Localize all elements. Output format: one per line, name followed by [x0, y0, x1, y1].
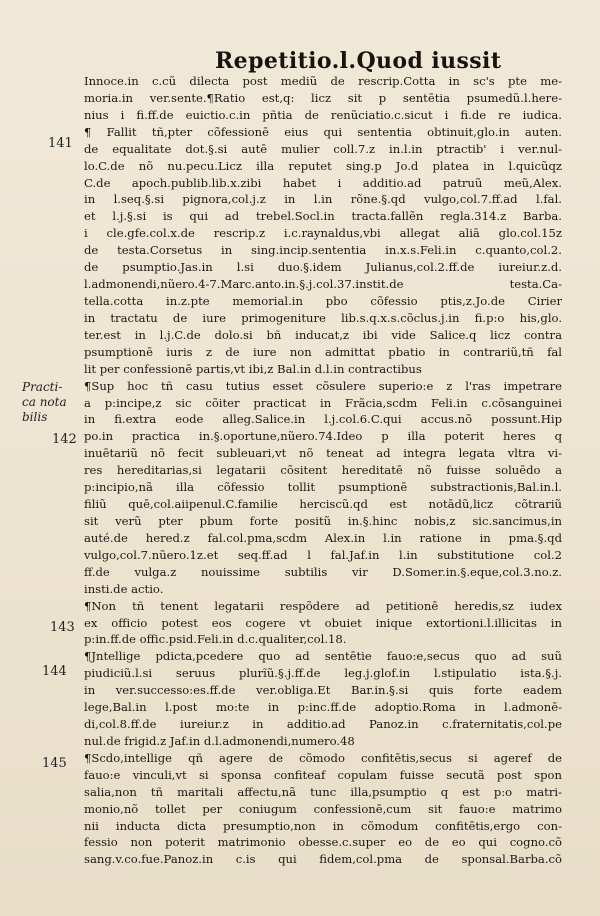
text-line: lege,Bal.in l.post mo:te in p:inc.ff.de adoptio.Roma in l.admonē-	[84, 700, 562, 715]
text-line: de equalitate dot.§.si autē mulier coll.7.z in.l.in ptractib' i ver.nul-	[84, 141, 562, 156]
text-line: fessio non poterit matrimonio obesse.c.super eo de eo qui cogno.cõ	[84, 835, 562, 850]
text-line: de testa.Corsetus in sing.incip.sententia in.x.s.Feli.in c.quanto,col.2.	[84, 243, 562, 258]
text-line: ¶Non tñ tenent legatarii respõdere ad petitionē heredis,sz iudex	[84, 598, 562, 613]
text-line: filiũ quē,col.aiipenul.C.familie herciscũ.qd est notādũ,licz cõtrariũ	[84, 497, 562, 512]
text-line: p:in.ff.de offic.psid.Feli.in d.c.qualiter,col.18.	[84, 632, 347, 647]
text-line: auté.de hered.z fal.col.pma,scdm Alex.in l.in ratione in pma.§.qd	[84, 530, 562, 545]
text-line: ff.de vulga.z nouissime subtilis vir D.Somer.in.§.eque,col.3.no.z.	[84, 564, 562, 579]
text-line: in fi.extra eode alleg.Salice.in l.j.col.6.C.qui accus.nõ possunt.Hip	[84, 412, 562, 427]
text-line: nii inducta dicta presumptio,non in cõmodum confitētis,ergo con-	[84, 818, 562, 833]
text-line: ¶Scdo,intellige qñ agere de cõmodo confitētis,secus si ageref de	[84, 750, 562, 765]
text-line: lo.C.de nõ nu.pecu.Licz illa reputet sing.p Jo.d platea in l.quicũqz	[84, 158, 562, 173]
text-line: moria.in ver.sente.¶Ratio est,q: licz sit p sentētia psumedũ.l.here-	[84, 90, 562, 105]
text-line: nul.de frigid.z Jaf.in d.l.admonendi,numero.48	[84, 733, 355, 748]
text-line: in ver.successo:es.ff.de ver.obliga.Et Bar.in.§.si quis forte eadem	[84, 683, 562, 698]
margin-note-line: Practi-	[22, 380, 63, 394]
text-line: ¶Sup hoc tñ casu tutius esset cõsulere superio:e z l'ras impetrare	[84, 378, 562, 393]
margin-number: 141	[48, 136, 73, 151]
text-line: vulgo,col.7.nũero.1z.et seq.ff.ad l fal.Jaf.in l.in substitutione col.2	[84, 547, 562, 562]
text-line: monio,nõ tollet per coniugum confessionē,cum sit fauo:e matrimo	[84, 801, 562, 816]
running-head: Repetitio.l.Quod iussit	[215, 48, 502, 74]
text-line: ¶ Fallit tñ,pter cõfessionē eius qui sententia obtinuit,glo.in auten.	[84, 124, 562, 139]
text-line: res hereditarias,si legatarii cõsitent hereditatē nõ fuisse soluēdo a	[84, 463, 562, 478]
text-line: salia,non tñ maritali affectu,nã tunc illa,psumptio q est p:o matri-	[84, 784, 562, 799]
margin-note	[22, 380, 82, 425]
text-line: nius i fi.ff.de euictio.c.in pñtia de renũciatio.c.sicut i fi.de re iudica.	[84, 107, 562, 122]
text-line: insti.de actio.	[84, 581, 164, 596]
text-line: lit per confessionē partis,vt ibi,z Bal.in d.l.in contractibus	[84, 361, 422, 376]
margin-number: 145	[42, 756, 67, 771]
text-line: in tractatu de iure primogeniture lib.s.q.x.s.cõclus.j.in fi.p:o his,glo.	[84, 310, 562, 325]
text-line: de psumptio.Jas.in l.si duo.§.idem Julianus,col.2.ff.de iureiur.z.d.	[84, 260, 562, 275]
text-line: ex officio potest eos cogere vt obuiet inique extortioni.l.illicitas in	[84, 615, 562, 630]
text-line: i cle.gfe.col.x.de rescrip.z i.c.raynaldus,vbi allegat aliā glo.col.15z	[84, 226, 562, 241]
text-line: di,col.8.ff.de iureiur.z in additio.ad Panoz.in c.fraternitatis,col.pe	[84, 717, 562, 732]
text-line: sang.v.co.fue.Panoz.in c.is qui fidem,col.pma de sponsal.Barba.cõ	[84, 852, 562, 867]
margin-number: 142	[52, 432, 77, 447]
text-line: l.admonendi,nũero.4-7.Marc.anto.in.§.j.col.37.instit.de testa.Ca-	[84, 277, 562, 292]
text-line: C.de apoch.publib.lib.x.zibi habet i additio.ad patruũ meũ,Alex.	[84, 175, 562, 190]
margin-number: 143	[50, 620, 75, 635]
text-line: in l.seq.§.si pignora,col.j.z in l.in rõne.§.qd vulgo,col.7.ff.ad l.fal.	[84, 192, 562, 207]
text-line: tella.cotta in.z.pte memorial.in pbo cõfessio ptis,z.Jo.de Cirier	[84, 293, 562, 308]
margin-number: 144	[42, 664, 67, 679]
text-line: ter.est in l.j.C.de dolo.si bñ inducat,z ibi vide Salice.q licz contra	[84, 327, 562, 342]
margin-note-line: ca nota	[22, 395, 67, 409]
text-line: psumptionē iuris z de iure non admittat pbatio in contrariũ,tñ fal	[84, 344, 562, 359]
text-line: fauo:e vinculi,vt si sponsa confiteaf copulam fuisse secutã post spon	[84, 767, 562, 782]
text-line: piudiciũ.l.si seruus plurĩũ.§.j.ff.de leg.j.glof.in l.stipulatio ista.§.j.	[84, 666, 562, 681]
text-line: a p:incipe,z sic cõiter practicat in Frãcia,scdm Feli.in c.cõsanguinei	[84, 395, 562, 410]
text-line: ¶Jntellige pdicta,pcedere quo ad sentētie fauo:e,secus quo ad suũ	[84, 649, 562, 664]
text-line: inuētariũ nõ fecit subleuari,vt nõ teneat ad integra legata vltra vi-	[84, 446, 562, 461]
text-line: p:incipio,nã illa cõfessio tollit psumptionē substractionis,Bal.in.l.	[84, 480, 562, 495]
text-line: et l.j.§.si is qui ad trebel.Socl.in tracta.fallẽn regla.314.z Barba.	[84, 209, 562, 224]
text-line: po.in practica in.§.oportune,nũero.74.Ideo p illa poterit heres q	[84, 429, 562, 444]
text-line: Innoce.in c.cũ dilecta post mediũ de rescrip.Cotta in sc's pte me-	[84, 74, 562, 88]
text-line: sit verũ pter pbum forte positũ in.§.hinc nobis,z sic.sancimus,in	[84, 513, 562, 528]
margin-note-line: bilis	[22, 410, 48, 424]
text-body	[84, 73, 562, 868]
